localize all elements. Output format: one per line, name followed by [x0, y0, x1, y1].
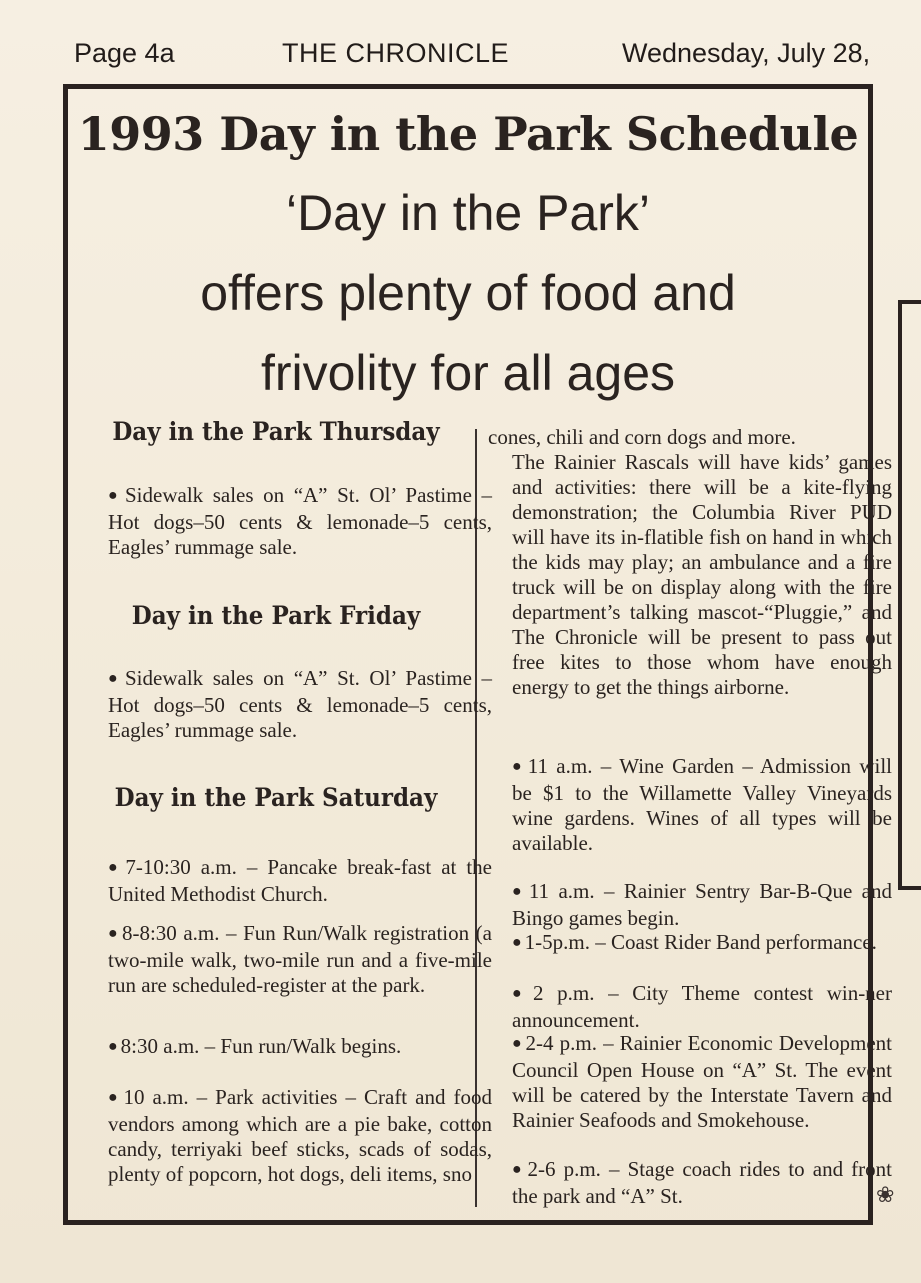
continued-text: cones, chili and corn dogs and more. [488, 425, 796, 449]
article-box [63, 84, 892, 1225]
friday-item: ● Sidewalk sales on “A” St. Ol’ Pastime – Hot dogs–50 cents & lemonade–5 cents, Eagles’ rummage sale. [108, 666, 492, 742]
schedule-item: ● 2-6 p.m. – Stage coach rides to and front the park and “A” St. [512, 1157, 892, 1208]
adjacent-article-border [898, 300, 921, 890]
rascals-paragraph: The Rainier Rascals will have kids’ games and activities: there will be a kite-flying demonstration; the Columbia River PUD will have its in-flatible fish on hand in which the kids may play; an ambulance and a fire truck will be on display along with the fire department’s talking mascot-“Pluggie,” and The Chronicle will be present to pass out free kites to those whom have enough energy to get the things airborne. [512, 450, 892, 699]
schedule-item: ● 11 a.m. – Rainier Sentry Bar-B-Que and Bingo games begin. [512, 879, 892, 930]
schedule-item: ● 2-4 p.m. – Rainier Economic Development Council Open House on “A” St. The event will be catered by the Interstate Tavern and Rainier Seafoods and Smokehouse. [512, 1031, 892, 1132]
schedule-item: ● 1-5p.m. – Coast Rider Band performance. [512, 930, 877, 954]
bullet-icon: ● [512, 1035, 523, 1052]
page-number: Page 4a [74, 38, 175, 68]
schedule-item: ● 11 a.m. – Wine Garden – Admission will be $1 to the Willamette Valley Vineyards wine gardens. Wines of all types will be available. [512, 754, 892, 855]
masthead [0, 34, 921, 74]
issue-date: Wednesday, July 28, [622, 38, 871, 68]
saturday-item: ● 10 a.m. – Park activities – Craft and food vendors among which are a pie bake, cotton candy, terriyaki beef sticks, scads of sodas, plenty of popcorn, hot dogs, deli items, sno [108, 1085, 492, 1186]
friday-heading: Day in the Park Friday [131, 601, 421, 630]
saturday-item: ● 7-10:30 a.m. – Pancake break-fast at the United Methodist Church. [108, 855, 492, 906]
bullet-icon: ● [512, 883, 526, 900]
decorative-ornament: ❀ [876, 1182, 895, 1207]
schedule-item: ● 2 p.m. – City Theme contest win-ner announcement. [512, 981, 892, 1032]
article-subtitle-line-2: offers plenty of food and [200, 265, 736, 321]
saturday-item: ● 8-8:30 a.m. – Fun Run/Walk registration (a two-mile walk, two-mile run and a five-mile run are scheduled-register at the park. [108, 921, 492, 997]
bullet-icon: ● [512, 758, 525, 775]
bullet-icon: ● [108, 859, 123, 876]
bullet-icon: ● [512, 985, 531, 1002]
bullet-icon: ● [512, 1161, 525, 1178]
bullet-icon: ● [108, 670, 122, 687]
article-subtitle-line-3: frivolity for all ages [260, 345, 676, 401]
bullet-icon: ● [108, 925, 119, 942]
thursday-item: ● Sidewalk sales on “A” St. Ol’ Pastime – Hot dogs–50 cents & lemonade–5 cents, Eagles’ rummage sale. [108, 483, 492, 559]
bullet-icon: ● [512, 934, 522, 951]
bullet-icon: ● [108, 1089, 121, 1106]
newspaper-name: THE CHRONICLE [282, 38, 510, 68]
thursday-heading: Day in the Park Thursday [112, 417, 440, 446]
article-title: 1993 Day in the Park Schedule [77, 107, 859, 161]
bullet-icon: ● [108, 487, 122, 504]
bullet-icon: ● [108, 1038, 118, 1055]
saturday-item: ● 8:30 a.m. – Fun run/Walk begins. [108, 1034, 402, 1058]
article-subtitle-line-1: ‘Day in the Park’ [285, 185, 651, 241]
saturday-heading: Day in the Park Saturday [114, 783, 438, 812]
